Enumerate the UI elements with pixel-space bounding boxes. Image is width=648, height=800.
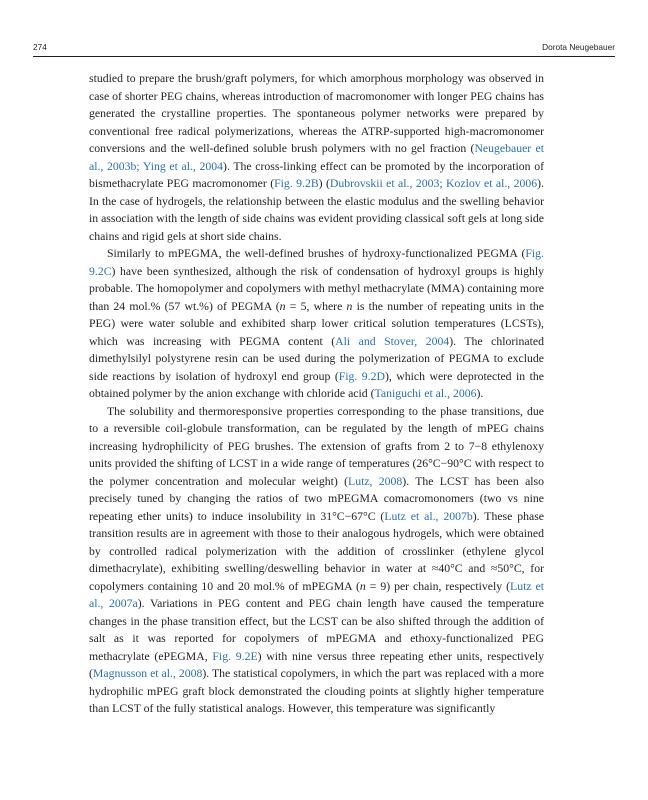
citation-link[interactable]: Ali and Stover, 2004 xyxy=(335,334,450,348)
running-head-author: Dorota Neugebauer xyxy=(542,42,615,52)
text-run: is the number of repeating units in the PEG) were water soluble and exhibited sharp lower critical solution temperatures (LCSTs), which was increasing with PEGMA content ( xyxy=(89,299,544,348)
text-run: ) have been synthesized, although the risk of condensation of hydroxyl groups is highly probable. The homopolymer and copolymers with methyl methacrylate (MMA) containing more than 24 mol.% (57 wt.%) of PEGMA ( xyxy=(89,264,544,313)
text-run: ). xyxy=(476,387,484,400)
text-run: ) with nine versus three repeating ether units, respectively ( xyxy=(89,649,544,680)
citation-link[interactable]: Dubrovskii et al., 2003; Kozlov et al., 2006 xyxy=(329,177,538,190)
text-run: ), which were deprotected in the obtained polymer by the anion exchange with chloride acid ( xyxy=(89,369,544,400)
text-run: ). The statistical copolymers, in which the part was replaced with a more hydrophilic mPEG graft block demonstrated the clouding points at slightly higher temperature than LCST of the fully statistical analogs. However, this temperature was significantly xyxy=(89,667,544,715)
text-run: ). These phase transition results are in agreement with those to their analogous hydrogels, which were obtained by controlled radical polymerization with the addition of crosslinker (ethylene glycol dimethacrylate), exhibiting swelling/deswelling behavior in water at ≈40°C and ≈50°C, for copolymers containing 10 and 20 mol.% of mPEGMA ( xyxy=(89,509,544,593)
citation-link[interactable]: Fig. 9.2C xyxy=(89,247,544,278)
citation-link[interactable]: Fig. 9.2B xyxy=(274,177,319,190)
citation-link[interactable]: Lutz, 2008 xyxy=(348,474,403,488)
header-rule xyxy=(33,56,615,57)
text-run: ). The cross-linking effect can be promoted by the incorporation of bismethacrylate PEG macromonomer ( xyxy=(89,159,544,190)
text-run: Similarly to mPEGMA, the well-defined brushes of hydroxy-functionalized PEGMA ( xyxy=(107,247,526,260)
text-run: The solubility and thermoresponsive properties corresponding to the phase transitions, due to a reversible coil-globule transformation, can be regulated by the length of mPEG chains increasing hydrophilicity of PEG brushes. The extension of grafts from 2 to 7−8 ethylenoxy units provided the shifting of LCST in a wide range of temperatures (26°C−90°C with respect to the polymer concentration and molecular weight) ( xyxy=(89,404,544,488)
citation-link[interactable]: Neugebauer et al., 2003b; Ying et al., 2004 xyxy=(89,142,544,173)
text-run: studied to prepare the brush/graft polymers, for which amorphous morphology was observed in case of shorter PEG chains, whereas introduction of macromonomer with longer PEG chains has generated the crystalline properties. The spontaneous polymer networks were prepared by conventional free radical polymerizations, whereas the ATRP-supported high-macromonomer conversions and the well-defined soluble brush polymers with no gel fraction ( xyxy=(89,72,544,155)
text-run: ). Variations in PEG content and PEG chain length have caused the temperature changes in the phase transition effect, but the LCST can be also shifted through the addition of salt as it was reported for copolymers of mPEGMA and ethoxy-functionalized PEG methacrylate (ePEGMA, xyxy=(89,597,544,663)
paragraph xyxy=(89,245,544,403)
text-run: = 5, where xyxy=(285,299,347,313)
paragraph xyxy=(89,403,544,718)
italic-variable: n xyxy=(279,299,286,313)
citation-link[interactable]: Magnusson et al., 2008 xyxy=(92,667,203,680)
text-run: = 9) per chain, respectively ( xyxy=(365,579,511,593)
citation-link[interactable]: Fig. 9.2E xyxy=(212,649,258,663)
citation-link[interactable]: Lutz et al., 2007b xyxy=(384,509,473,523)
text-run: ). The LCST has been also precisely tuned by changing the ratios of two mPEGMA comacromonomers (two vs nine repeating ether units) to induce insolubility in 31°C−67°C ( xyxy=(89,474,544,523)
citation-link[interactable]: Taniguchi et al., 2006 xyxy=(374,387,477,400)
body-text xyxy=(89,70,544,718)
citation-link[interactable]: Fig. 9.2D xyxy=(338,369,385,383)
text-run: ). The chlorinated dimethylsilyl polystyrene resin can be used during the polymerization of PEGMA to exclude side reactions by isolation of hydroxyl end group ( xyxy=(89,334,544,383)
page-number: 274 xyxy=(33,42,47,52)
italic-variable: n xyxy=(359,579,366,593)
citation-link[interactable]: Lutz et al., 2007a xyxy=(89,579,545,610)
italic-variable: n xyxy=(346,299,353,313)
text-run: ). In the case of hydrogels, the relationship between the elastic modulus and the swelling behavior in association with the length of side chains was evident providing classical soft gels at long side chains and rigid gels at short side chains. xyxy=(89,177,544,243)
paragraph xyxy=(89,70,544,245)
running-head xyxy=(33,41,615,55)
text-run: ) ( xyxy=(318,177,330,190)
